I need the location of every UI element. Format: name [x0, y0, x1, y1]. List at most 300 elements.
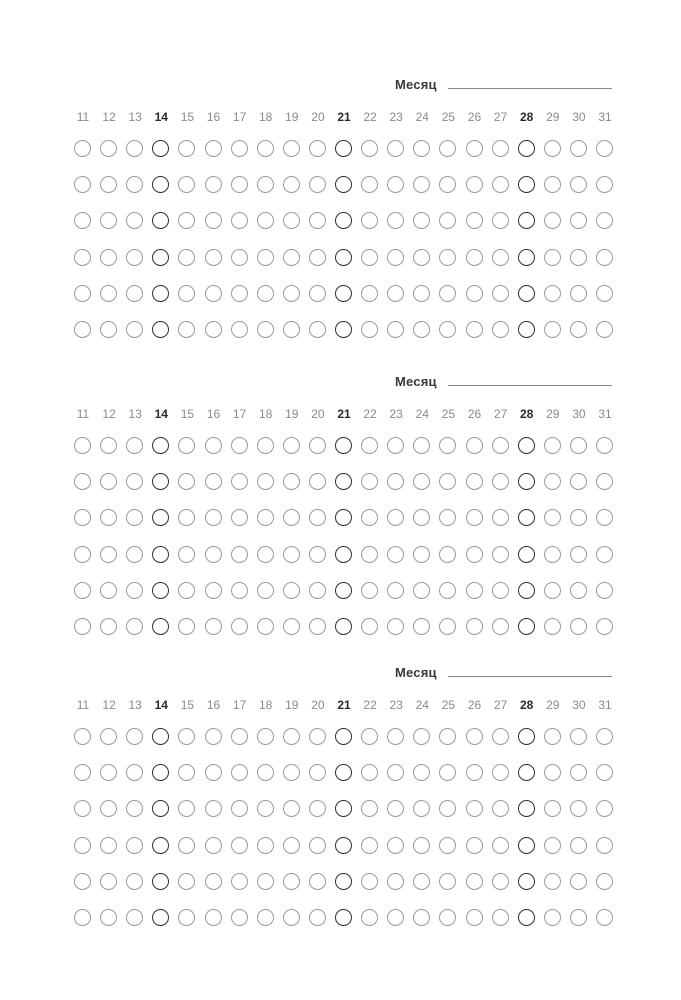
day-checkbox-circle[interactable]	[518, 764, 535, 781]
day-checkbox-circle[interactable]	[544, 909, 561, 926]
day-checkbox-circle[interactable]	[570, 176, 587, 193]
day-checkbox-circle[interactable]	[335, 546, 352, 563]
day-checkbox-circle[interactable]	[152, 509, 169, 526]
day-checkbox-circle[interactable]	[152, 800, 169, 817]
day-checkbox-circle[interactable]	[152, 909, 169, 926]
day-checkbox-circle[interactable]	[439, 728, 456, 745]
day-checkbox-circle[interactable]	[283, 473, 300, 490]
day-checkbox-circle[interactable]	[74, 764, 91, 781]
day-checkbox-circle[interactable]	[570, 285, 587, 302]
day-checkbox-circle[interactable]	[570, 249, 587, 266]
day-checkbox-circle[interactable]	[439, 212, 456, 229]
day-checkbox-circle[interactable]	[544, 176, 561, 193]
day-checkbox-circle[interactable]	[152, 618, 169, 635]
day-checkbox-circle[interactable]	[492, 473, 509, 490]
day-checkbox-circle[interactable]	[596, 212, 613, 229]
day-checkbox-circle[interactable]	[335, 873, 352, 890]
day-checkbox-circle[interactable]	[413, 140, 430, 157]
day-checkbox-circle[interactable]	[518, 437, 535, 454]
day-checkbox-circle[interactable]	[439, 176, 456, 193]
day-checkbox-circle[interactable]	[335, 728, 352, 745]
day-checkbox-circle[interactable]	[100, 212, 117, 229]
day-checkbox-circle[interactable]	[466, 249, 483, 266]
day-checkbox-circle[interactable]	[518, 909, 535, 926]
day-checkbox-circle[interactable]	[152, 546, 169, 563]
day-checkbox-circle[interactable]	[361, 582, 378, 599]
day-checkbox-circle[interactable]	[544, 140, 561, 157]
day-checkbox-circle[interactable]	[518, 546, 535, 563]
day-checkbox-circle[interactable]	[283, 764, 300, 781]
day-checkbox-circle[interactable]	[205, 582, 222, 599]
day-checkbox-circle[interactable]	[596, 800, 613, 817]
day-checkbox-circle[interactable]	[309, 140, 326, 157]
day-checkbox-circle[interactable]	[231, 473, 248, 490]
day-checkbox-circle[interactable]	[205, 873, 222, 890]
day-checkbox-circle[interactable]	[100, 249, 117, 266]
day-checkbox-circle[interactable]	[492, 837, 509, 854]
day-checkbox-circle[interactable]	[74, 873, 91, 890]
day-checkbox-circle[interactable]	[126, 618, 143, 635]
day-checkbox-circle[interactable]	[100, 873, 117, 890]
day-checkbox-circle[interactable]	[387, 249, 404, 266]
day-checkbox-circle[interactable]	[492, 249, 509, 266]
day-checkbox-circle[interactable]	[74, 618, 91, 635]
day-checkbox-circle[interactable]	[152, 321, 169, 338]
day-checkbox-circle[interactable]	[413, 800, 430, 817]
day-checkbox-circle[interactable]	[387, 800, 404, 817]
day-checkbox-circle[interactable]	[74, 212, 91, 229]
day-checkbox-circle[interactable]	[283, 873, 300, 890]
day-checkbox-circle[interactable]	[257, 582, 274, 599]
day-checkbox-circle[interactable]	[596, 546, 613, 563]
day-checkbox-circle[interactable]	[309, 909, 326, 926]
day-checkbox-circle[interactable]	[100, 437, 117, 454]
month-write-line[interactable]	[448, 385, 612, 386]
day-checkbox-circle[interactable]	[413, 837, 430, 854]
day-checkbox-circle[interactable]	[413, 321, 430, 338]
day-checkbox-circle[interactable]	[231, 140, 248, 157]
day-checkbox-circle[interactable]	[466, 321, 483, 338]
day-checkbox-circle[interactable]	[205, 618, 222, 635]
day-checkbox-circle[interactable]	[361, 249, 378, 266]
day-checkbox-circle[interactable]	[283, 582, 300, 599]
day-checkbox-circle[interactable]	[335, 764, 352, 781]
day-checkbox-circle[interactable]	[518, 618, 535, 635]
day-checkbox-circle[interactable]	[492, 873, 509, 890]
day-checkbox-circle[interactable]	[466, 800, 483, 817]
day-checkbox-circle[interactable]	[309, 473, 326, 490]
day-checkbox-circle[interactable]	[466, 509, 483, 526]
day-checkbox-circle[interactable]	[126, 321, 143, 338]
day-checkbox-circle[interactable]	[570, 764, 587, 781]
day-checkbox-circle[interactable]	[413, 509, 430, 526]
day-checkbox-circle[interactable]	[439, 800, 456, 817]
day-checkbox-circle[interactable]	[544, 618, 561, 635]
day-checkbox-circle[interactable]	[596, 249, 613, 266]
day-checkbox-circle[interactable]	[361, 321, 378, 338]
day-checkbox-circle[interactable]	[570, 140, 587, 157]
day-checkbox-circle[interactable]	[466, 546, 483, 563]
day-checkbox-circle[interactable]	[387, 212, 404, 229]
day-checkbox-circle[interactable]	[361, 176, 378, 193]
day-checkbox-circle[interactable]	[152, 837, 169, 854]
day-checkbox-circle[interactable]	[570, 728, 587, 745]
day-checkbox-circle[interactable]	[492, 212, 509, 229]
day-checkbox-circle[interactable]	[570, 800, 587, 817]
day-checkbox-circle[interactable]	[518, 176, 535, 193]
day-checkbox-circle[interactable]	[361, 140, 378, 157]
day-checkbox-circle[interactable]	[413, 618, 430, 635]
day-checkbox-circle[interactable]	[361, 473, 378, 490]
day-checkbox-circle[interactable]	[544, 249, 561, 266]
day-checkbox-circle[interactable]	[387, 873, 404, 890]
day-checkbox-circle[interactable]	[231, 909, 248, 926]
day-checkbox-circle[interactable]	[100, 176, 117, 193]
day-checkbox-circle[interactable]	[309, 728, 326, 745]
day-checkbox-circle[interactable]	[178, 473, 195, 490]
day-checkbox-circle[interactable]	[492, 285, 509, 302]
day-checkbox-circle[interactable]	[361, 546, 378, 563]
day-checkbox-circle[interactable]	[257, 909, 274, 926]
day-checkbox-circle[interactable]	[492, 509, 509, 526]
day-checkbox-circle[interactable]	[100, 546, 117, 563]
day-checkbox-circle[interactable]	[257, 546, 274, 563]
day-checkbox-circle[interactable]	[283, 618, 300, 635]
day-checkbox-circle[interactable]	[413, 212, 430, 229]
day-checkbox-circle[interactable]	[231, 800, 248, 817]
day-checkbox-circle[interactable]	[596, 473, 613, 490]
day-checkbox-circle[interactable]	[413, 728, 430, 745]
day-checkbox-circle[interactable]	[309, 800, 326, 817]
day-checkbox-circle[interactable]	[178, 837, 195, 854]
day-checkbox-circle[interactable]	[205, 212, 222, 229]
day-checkbox-circle[interactable]	[152, 249, 169, 266]
day-checkbox-circle[interactable]	[387, 140, 404, 157]
day-checkbox-circle[interactable]	[335, 618, 352, 635]
day-checkbox-circle[interactable]	[544, 546, 561, 563]
day-checkbox-circle[interactable]	[309, 509, 326, 526]
day-checkbox-circle[interactable]	[231, 437, 248, 454]
day-checkbox-circle[interactable]	[178, 285, 195, 302]
day-checkbox-circle[interactable]	[100, 473, 117, 490]
day-checkbox-circle[interactable]	[283, 249, 300, 266]
day-checkbox-circle[interactable]	[74, 249, 91, 266]
day-checkbox-circle[interactable]	[361, 873, 378, 890]
day-checkbox-circle[interactable]	[492, 728, 509, 745]
day-checkbox-circle[interactable]	[518, 800, 535, 817]
day-checkbox-circle[interactable]	[231, 764, 248, 781]
day-checkbox-circle[interactable]	[74, 176, 91, 193]
day-checkbox-circle[interactable]	[100, 909, 117, 926]
day-checkbox-circle[interactable]	[205, 176, 222, 193]
day-checkbox-circle[interactable]	[518, 582, 535, 599]
day-checkbox-circle[interactable]	[309, 873, 326, 890]
day-checkbox-circle[interactable]	[231, 728, 248, 745]
day-checkbox-circle[interactable]	[387, 582, 404, 599]
day-checkbox-circle[interactable]	[335, 285, 352, 302]
day-checkbox-circle[interactable]	[335, 140, 352, 157]
day-checkbox-circle[interactable]	[126, 140, 143, 157]
day-checkbox-circle[interactable]	[596, 140, 613, 157]
day-checkbox-circle[interactable]	[257, 473, 274, 490]
day-checkbox-circle[interactable]	[570, 873, 587, 890]
day-checkbox-circle[interactable]	[283, 176, 300, 193]
day-checkbox-circle[interactable]	[518, 728, 535, 745]
day-checkbox-circle[interactable]	[596, 176, 613, 193]
day-checkbox-circle[interactable]	[257, 837, 274, 854]
day-checkbox-circle[interactable]	[361, 285, 378, 302]
day-checkbox-circle[interactable]	[257, 212, 274, 229]
day-checkbox-circle[interactable]	[178, 909, 195, 926]
day-checkbox-circle[interactable]	[205, 728, 222, 745]
day-checkbox-circle[interactable]	[178, 140, 195, 157]
day-checkbox-circle[interactable]	[126, 473, 143, 490]
day-checkbox-circle[interactable]	[309, 437, 326, 454]
day-checkbox-circle[interactable]	[439, 873, 456, 890]
day-checkbox-circle[interactable]	[205, 140, 222, 157]
day-checkbox-circle[interactable]	[74, 321, 91, 338]
day-checkbox-circle[interactable]	[178, 728, 195, 745]
day-checkbox-circle[interactable]	[492, 546, 509, 563]
day-checkbox-circle[interactable]	[466, 473, 483, 490]
day-checkbox-circle[interactable]	[387, 764, 404, 781]
day-checkbox-circle[interactable]	[283, 728, 300, 745]
day-checkbox-circle[interactable]	[283, 437, 300, 454]
day-checkbox-circle[interactable]	[205, 509, 222, 526]
day-checkbox-circle[interactable]	[413, 764, 430, 781]
day-checkbox-circle[interactable]	[74, 140, 91, 157]
day-checkbox-circle[interactable]	[413, 546, 430, 563]
day-checkbox-circle[interactable]	[309, 321, 326, 338]
day-checkbox-circle[interactable]	[152, 285, 169, 302]
day-checkbox-circle[interactable]	[152, 582, 169, 599]
day-checkbox-circle[interactable]	[257, 285, 274, 302]
day-checkbox-circle[interactable]	[205, 909, 222, 926]
day-checkbox-circle[interactable]	[544, 437, 561, 454]
day-checkbox-circle[interactable]	[178, 212, 195, 229]
day-checkbox-circle[interactable]	[152, 764, 169, 781]
day-checkbox-circle[interactable]	[492, 437, 509, 454]
day-checkbox-circle[interactable]	[544, 285, 561, 302]
day-checkbox-circle[interactable]	[283, 140, 300, 157]
day-checkbox-circle[interactable]	[335, 437, 352, 454]
day-checkbox-circle[interactable]	[387, 618, 404, 635]
day-checkbox-circle[interactable]	[335, 509, 352, 526]
day-checkbox-circle[interactable]	[387, 176, 404, 193]
day-checkbox-circle[interactable]	[439, 140, 456, 157]
day-checkbox-circle[interactable]	[335, 321, 352, 338]
day-checkbox-circle[interactable]	[231, 176, 248, 193]
day-checkbox-circle[interactable]	[544, 212, 561, 229]
day-checkbox-circle[interactable]	[361, 509, 378, 526]
day-checkbox-circle[interactable]	[387, 909, 404, 926]
day-checkbox-circle[interactable]	[518, 837, 535, 854]
day-checkbox-circle[interactable]	[387, 437, 404, 454]
day-checkbox-circle[interactable]	[492, 800, 509, 817]
day-checkbox-circle[interactable]	[231, 509, 248, 526]
day-checkbox-circle[interactable]	[178, 437, 195, 454]
day-checkbox-circle[interactable]	[387, 285, 404, 302]
day-checkbox-circle[interactable]	[126, 546, 143, 563]
day-checkbox-circle[interactable]	[335, 909, 352, 926]
day-checkbox-circle[interactable]	[439, 764, 456, 781]
day-checkbox-circle[interactable]	[309, 212, 326, 229]
day-checkbox-circle[interactable]	[544, 509, 561, 526]
day-checkbox-circle[interactable]	[570, 509, 587, 526]
day-checkbox-circle[interactable]	[361, 764, 378, 781]
day-checkbox-circle[interactable]	[126, 800, 143, 817]
day-checkbox-circle[interactable]	[544, 764, 561, 781]
day-checkbox-circle[interactable]	[205, 546, 222, 563]
day-checkbox-circle[interactable]	[126, 909, 143, 926]
day-checkbox-circle[interactable]	[335, 837, 352, 854]
day-checkbox-circle[interactable]	[361, 618, 378, 635]
day-checkbox-circle[interactable]	[439, 473, 456, 490]
day-checkbox-circle[interactable]	[361, 212, 378, 229]
day-checkbox-circle[interactable]	[335, 212, 352, 229]
day-checkbox-circle[interactable]	[100, 618, 117, 635]
day-checkbox-circle[interactable]	[152, 873, 169, 890]
day-checkbox-circle[interactable]	[126, 285, 143, 302]
day-checkbox-circle[interactable]	[178, 176, 195, 193]
day-checkbox-circle[interactable]	[596, 728, 613, 745]
day-checkbox-circle[interactable]	[257, 728, 274, 745]
day-checkbox-circle[interactable]	[283, 800, 300, 817]
day-checkbox-circle[interactable]	[283, 837, 300, 854]
day-checkbox-circle[interactable]	[309, 249, 326, 266]
day-checkbox-circle[interactable]	[178, 509, 195, 526]
day-checkbox-circle[interactable]	[205, 800, 222, 817]
day-checkbox-circle[interactable]	[570, 437, 587, 454]
day-checkbox-circle[interactable]	[74, 473, 91, 490]
day-checkbox-circle[interactable]	[387, 546, 404, 563]
day-checkbox-circle[interactable]	[413, 582, 430, 599]
day-checkbox-circle[interactable]	[257, 321, 274, 338]
day-checkbox-circle[interactable]	[492, 321, 509, 338]
day-checkbox-circle[interactable]	[126, 764, 143, 781]
day-checkbox-circle[interactable]	[205, 837, 222, 854]
day-checkbox-circle[interactable]	[100, 728, 117, 745]
day-checkbox-circle[interactable]	[492, 176, 509, 193]
day-checkbox-circle[interactable]	[309, 546, 326, 563]
day-checkbox-circle[interactable]	[413, 285, 430, 302]
day-checkbox-circle[interactable]	[283, 212, 300, 229]
day-checkbox-circle[interactable]	[152, 437, 169, 454]
day-checkbox-circle[interactable]	[492, 909, 509, 926]
day-checkbox-circle[interactable]	[231, 285, 248, 302]
day-checkbox-circle[interactable]	[466, 873, 483, 890]
day-checkbox-circle[interactable]	[257, 873, 274, 890]
day-checkbox-circle[interactable]	[283, 321, 300, 338]
day-checkbox-circle[interactable]	[596, 285, 613, 302]
day-checkbox-circle[interactable]	[152, 212, 169, 229]
day-checkbox-circle[interactable]	[100, 582, 117, 599]
day-checkbox-circle[interactable]	[178, 249, 195, 266]
day-checkbox-circle[interactable]	[570, 837, 587, 854]
day-checkbox-circle[interactable]	[309, 582, 326, 599]
day-checkbox-circle[interactable]	[126, 582, 143, 599]
day-checkbox-circle[interactable]	[74, 285, 91, 302]
day-checkbox-circle[interactable]	[544, 728, 561, 745]
day-checkbox-circle[interactable]	[387, 837, 404, 854]
day-checkbox-circle[interactable]	[570, 546, 587, 563]
day-checkbox-circle[interactable]	[283, 546, 300, 563]
day-checkbox-circle[interactable]	[466, 176, 483, 193]
day-checkbox-circle[interactable]	[413, 437, 430, 454]
day-checkbox-circle[interactable]	[126, 509, 143, 526]
day-checkbox-circle[interactable]	[492, 618, 509, 635]
day-checkbox-circle[interactable]	[466, 764, 483, 781]
day-checkbox-circle[interactable]	[439, 909, 456, 926]
day-checkbox-circle[interactable]	[335, 473, 352, 490]
day-checkbox-circle[interactable]	[126, 437, 143, 454]
day-checkbox-circle[interactable]	[544, 837, 561, 854]
day-checkbox-circle[interactable]	[544, 800, 561, 817]
day-checkbox-circle[interactable]	[335, 800, 352, 817]
day-checkbox-circle[interactable]	[74, 837, 91, 854]
day-checkbox-circle[interactable]	[257, 800, 274, 817]
day-checkbox-circle[interactable]	[283, 285, 300, 302]
day-checkbox-circle[interactable]	[466, 837, 483, 854]
day-checkbox-circle[interactable]	[74, 909, 91, 926]
day-checkbox-circle[interactable]	[178, 618, 195, 635]
day-checkbox-circle[interactable]	[205, 249, 222, 266]
day-checkbox-circle[interactable]	[361, 909, 378, 926]
day-checkbox-circle[interactable]	[126, 249, 143, 266]
day-checkbox-circle[interactable]	[492, 140, 509, 157]
day-checkbox-circle[interactable]	[466, 285, 483, 302]
day-checkbox-circle[interactable]	[518, 212, 535, 229]
day-checkbox-circle[interactable]	[544, 473, 561, 490]
day-checkbox-circle[interactable]	[74, 437, 91, 454]
day-checkbox-circle[interactable]	[309, 285, 326, 302]
day-checkbox-circle[interactable]	[596, 837, 613, 854]
day-checkbox-circle[interactable]	[100, 321, 117, 338]
day-checkbox-circle[interactable]	[257, 437, 274, 454]
day-checkbox-circle[interactable]	[283, 509, 300, 526]
day-checkbox-circle[interactable]	[492, 764, 509, 781]
day-checkbox-circle[interactable]	[439, 509, 456, 526]
day-checkbox-circle[interactable]	[439, 837, 456, 854]
day-checkbox-circle[interactable]	[570, 618, 587, 635]
day-checkbox-circle[interactable]	[152, 176, 169, 193]
day-checkbox-circle[interactable]	[257, 140, 274, 157]
day-checkbox-circle[interactable]	[413, 909, 430, 926]
day-checkbox-circle[interactable]	[466, 582, 483, 599]
day-checkbox-circle[interactable]	[439, 546, 456, 563]
day-checkbox-circle[interactable]	[178, 800, 195, 817]
day-checkbox-circle[interactable]	[178, 873, 195, 890]
day-checkbox-circle[interactable]	[518, 140, 535, 157]
day-checkbox-circle[interactable]	[283, 909, 300, 926]
day-checkbox-circle[interactable]	[335, 249, 352, 266]
day-checkbox-circle[interactable]	[466, 437, 483, 454]
day-checkbox-circle[interactable]	[387, 321, 404, 338]
day-checkbox-circle[interactable]	[596, 909, 613, 926]
day-checkbox-circle[interactable]	[387, 473, 404, 490]
day-checkbox-circle[interactable]	[335, 582, 352, 599]
day-checkbox-circle[interactable]	[439, 321, 456, 338]
day-checkbox-circle[interactable]	[439, 618, 456, 635]
day-checkbox-circle[interactable]	[231, 618, 248, 635]
day-checkbox-circle[interactable]	[518, 249, 535, 266]
day-checkbox-circle[interactable]	[257, 249, 274, 266]
day-checkbox-circle[interactable]	[492, 582, 509, 599]
day-checkbox-circle[interactable]	[309, 837, 326, 854]
day-checkbox-circle[interactable]	[100, 140, 117, 157]
day-checkbox-circle[interactable]	[466, 212, 483, 229]
day-checkbox-circle[interactable]	[439, 437, 456, 454]
